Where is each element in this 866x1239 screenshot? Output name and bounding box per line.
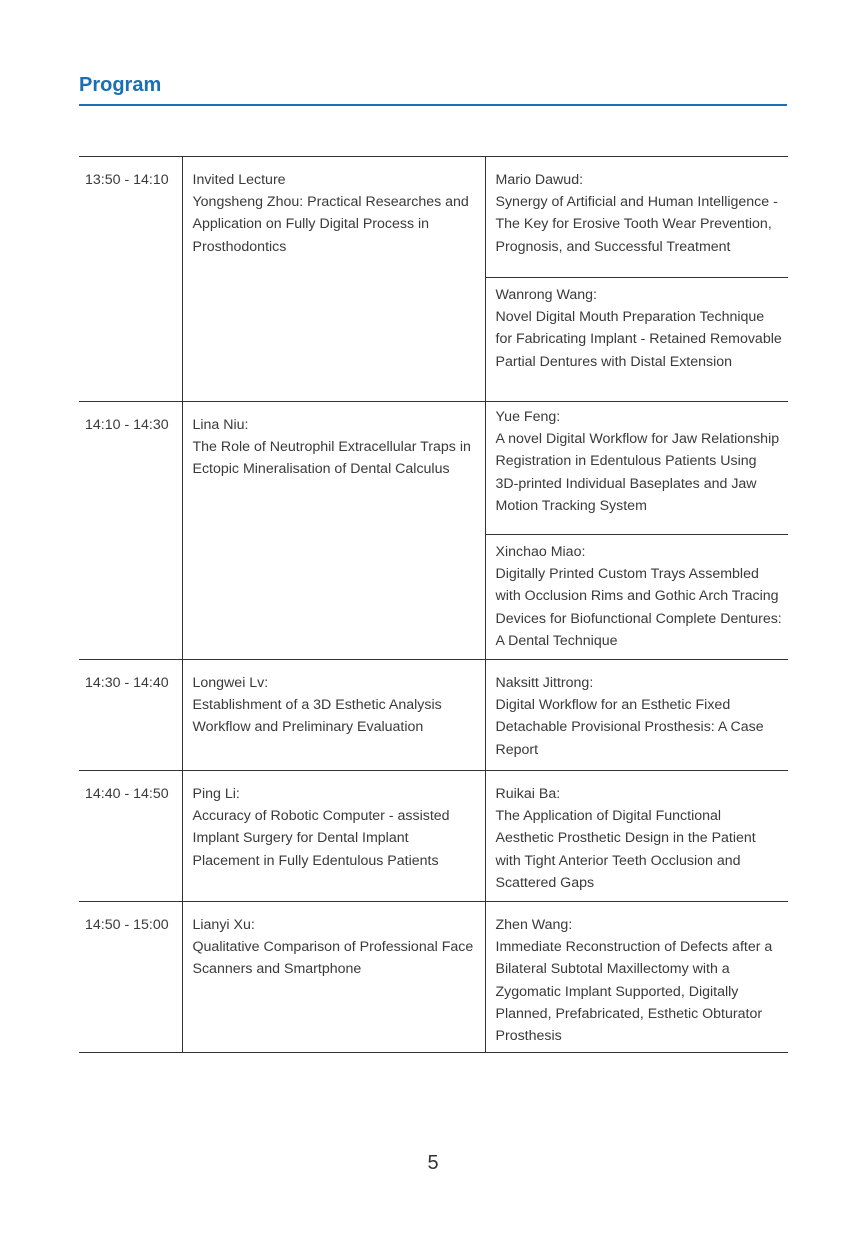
time-slot: 14:30 - 14:40 [79,660,182,771]
talk-title: Digitally Printed Custom Trays Assembled with Occlusion Rims and Gothic Arch Tracing Devices for Biofunctional Complete Dentures: A Dental Technique [495,566,782,649]
main-session [182,902,485,1053]
speaker-name: Naksitt Jittrong: [495,675,594,691]
parallel-session [485,771,788,902]
time-slot: 14:10 - 14:30 [79,402,182,660]
parallel-session [485,278,788,402]
main-session [182,660,485,771]
parallel-session [485,660,788,771]
speaker-name: Xinchao Miao: [495,544,586,560]
program-row [79,902,788,1053]
program-row [79,771,788,902]
speaker-name: Mario Dawud: [495,172,584,188]
talk-title: Yongsheng Zhou: Practical Researches and Application on Fully Digital Process in Prosthodontics [192,194,469,255]
talk-title: Synergy of Artificial and Human Intelligence - The Key for Erosive Tooth Wear Prevention, Prognosis, and Successful Treatment [495,194,778,255]
talk-title: Establishment of a 3D Esthetic Analysis Workflow and Preliminary Evaluation [192,697,442,736]
parallel-session [485,535,788,660]
speaker-name: Ruikai Ba: [495,786,561,802]
page-title: Program [79,74,162,96]
title-divider [79,104,787,106]
page-number: 5 [427,1152,439,1174]
time-slot: 14:50 - 15:00 [79,902,182,1053]
main-session [182,157,485,402]
speaker-name: Longwei Lv: [192,675,269,691]
program-row [79,660,788,771]
program-row [79,402,788,535]
parallel-session [485,157,788,278]
speaker-name: Ping Li: [192,786,240,802]
parallel-session [485,402,788,535]
speaker-name: Yue Feng: [495,409,561,425]
parallel-session [485,902,788,1053]
speaker-name: Wanrong Wang: [495,287,597,303]
talk-title: The Application of Digital Functional Aesthetic Prosthetic Design in the Patient with Tight Anterior Teeth Occlusion and Scattered Gaps [495,808,756,891]
speaker-name: Invited Lecture [192,172,286,188]
talk-title: Novel Digital Mouth Preparation Technique for Fabricating Implant - Retained Removable Partial Dentures with Distal Extension [495,309,782,370]
talk-title: Accuracy of Robotic Computer - assisted Implant Surgery for Dental Implant Placement in Fully Edentulous Patients [192,808,450,869]
program-row [79,157,788,278]
talk-title: Digital Workflow for an Esthetic Fixed Detachable Provisional Prosthesis: A Case Report [495,697,764,758]
talk-title: A novel Digital Workflow for Jaw Relationship Registration in Edentulous Patients Using 3D-printed Individual Baseplates and Jaw Motion Tracking System [495,431,780,514]
speaker-name: Zhen Wang: [495,917,573,933]
talk-title: Immediate Reconstruction of Defects after a Bilateral Subtotal Maxillectomy with a Zygomatic Implant Supported, Digitally Planned, Prefabricated, Esthetic Obturator Prosthesis [495,939,773,1045]
program-table [79,156,788,1053]
speaker-name: Lina Niu: [192,417,249,433]
talk-title: Qualitative Comparison of Professional Face Scanners and Smartphone [192,939,474,978]
time-slot: 13:50 - 14:10 [79,157,182,402]
time-slot: 14:40 - 14:50 [79,771,182,902]
main-session [182,771,485,902]
speaker-name: Lianyi Xu: [192,917,255,933]
talk-title: The Role of Neutrophil Extracellular Traps in Ectopic Mineralisation of Dental Calculus [192,439,471,478]
main-session [182,402,485,660]
